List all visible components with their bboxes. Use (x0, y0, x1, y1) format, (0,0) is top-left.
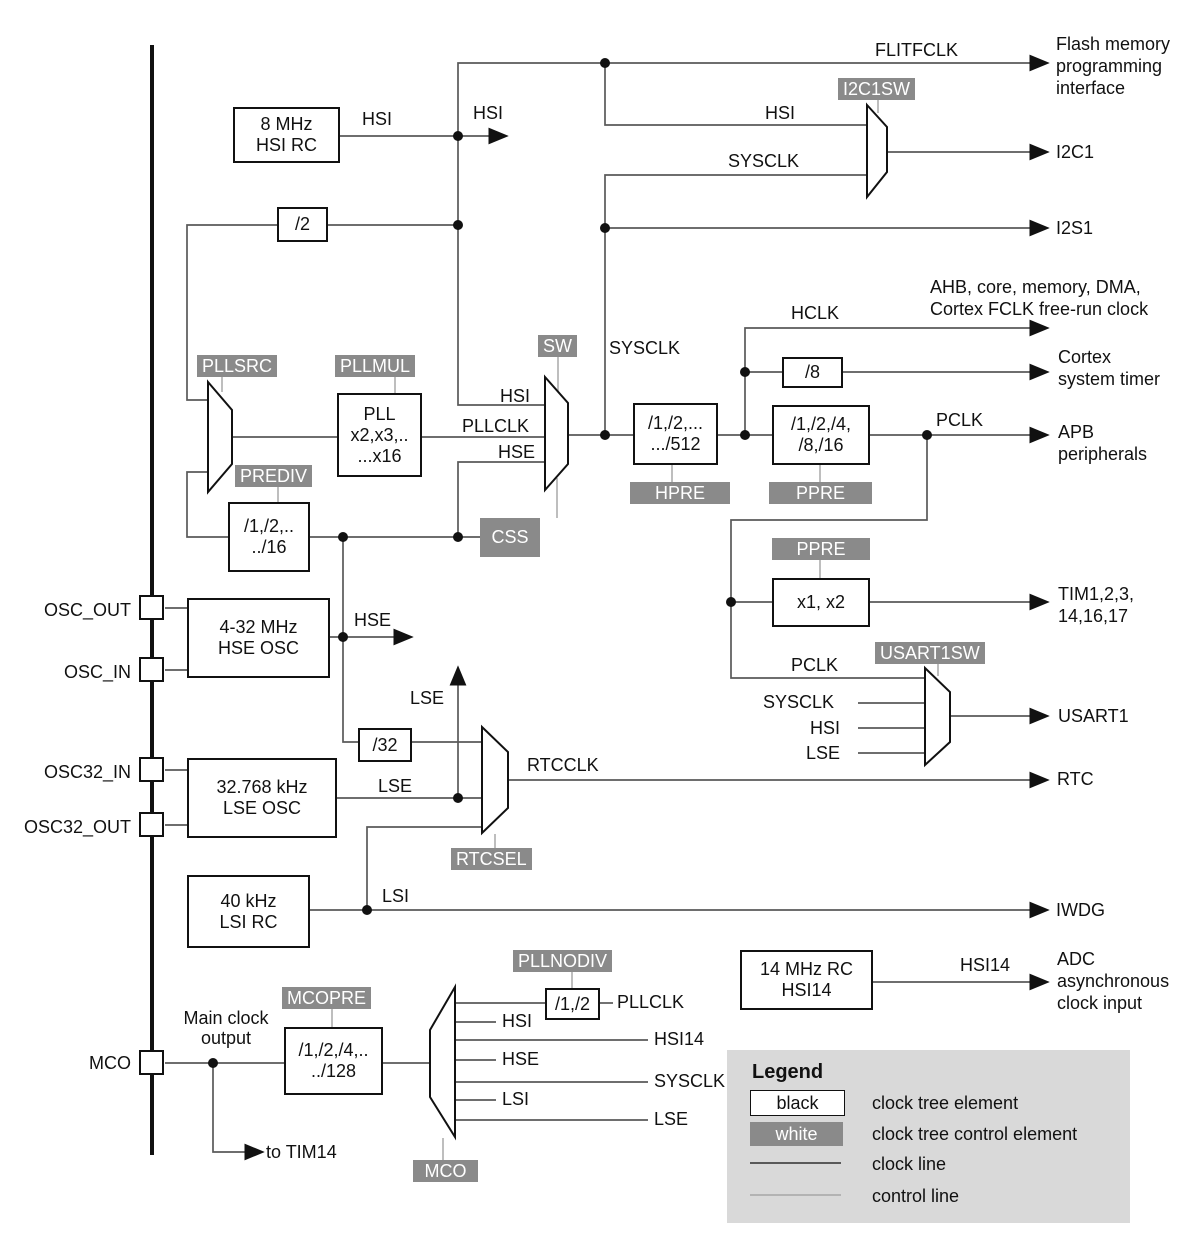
usart1sw-chip: USART1SW (875, 642, 985, 664)
flitfclk-label: FLITFCLK (875, 40, 959, 60)
cortex-line2: system timer (1058, 369, 1161, 389)
to-tim14-label: to TIM14 (266, 1142, 337, 1162)
legend-clock-line-sample (750, 1162, 841, 1164)
mco-pllclk-label: PLLCLK (617, 992, 685, 1012)
osc-out-pin-label: OSC_OUT (43, 600, 131, 620)
sw-mux (545, 377, 568, 490)
apb-line2: peripherals (1058, 444, 1148, 464)
lsi-rc-line1: 40 kHz (220, 890, 277, 911)
mco-hsi14-label: HSI14 (654, 1029, 705, 1049)
mco-pin-label: MCO (89, 1053, 131, 1073)
lse-up-label: LSE (410, 688, 445, 708)
mco-pin (139, 1050, 164, 1075)
mco-hse-label: HSE (502, 1049, 540, 1069)
mcopre-divider-box (284, 1027, 383, 1095)
rtcsel-mux (482, 727, 508, 833)
usart1sw-mux (925, 668, 950, 765)
ahb-label (930, 276, 1148, 320)
adc-line2: asynchronous (1057, 971, 1170, 991)
i2c1-label: I2C1 (1056, 142, 1095, 162)
hsi-rc-line2: HSI RC (255, 135, 317, 155)
cortex-line1: Cortex (1058, 347, 1112, 367)
adc-line3: clock input (1057, 993, 1143, 1013)
ahb-line2: Cortex FCLK free-run clock (930, 299, 1149, 319)
hsi-top-label: HSI (473, 103, 504, 123)
div32-box (358, 728, 412, 762)
div2-label: /2 (294, 214, 310, 234)
usart-hsi-label: HSI (810, 718, 841, 738)
lsi-label: LSI (382, 886, 410, 906)
hse-out-label: HSE (354, 610, 392, 630)
pclk-label: PCLK (936, 410, 984, 430)
css-chip: CSS (480, 518, 540, 557)
prediv-box (228, 502, 310, 572)
hsi-rc-box (233, 107, 340, 163)
sw-hse-label: HSE (498, 442, 536, 462)
prediv-line2: ../16 (251, 537, 287, 557)
osc-in-pin-label: OSC_IN (63, 662, 131, 682)
adc-label (1057, 948, 1169, 1014)
adc-line1: ADC (1057, 949, 1096, 969)
mco-sysclk-label: SYSCLK (654, 1071, 726, 1091)
sysclk-main-label: SYSCLK (609, 338, 681, 358)
sw-hsi-label: HSI (500, 386, 531, 406)
hse-osc-line2: HSE OSC (217, 638, 300, 658)
apb-peripherals-label (1058, 421, 1147, 465)
usart-sysclk-label: SYSCLK (763, 692, 835, 712)
pllnodiv-divider-box (545, 988, 600, 1020)
osc32-in-pin-label: OSC32_IN (43, 762, 131, 782)
lse-osc-box (187, 758, 337, 838)
ppre-top-chip: PPRE (769, 482, 872, 504)
mco-mux (430, 987, 455, 1137)
ppre-line1: /1,/2,/4, (790, 414, 852, 434)
ahb-line1: AHB, core, memory, DMA, (930, 277, 1141, 297)
hclk-label: HCLK (791, 303, 840, 323)
tim-multiplier-label: x1, x2 (796, 592, 846, 612)
hse-osc-line1: 4-32 MHz (219, 617, 298, 637)
pllnodiv-chip: PLLNODIV (513, 950, 612, 972)
osc32-in-pin (139, 757, 164, 782)
tim-line2: 14,16,17 (1058, 606, 1129, 626)
div2-box (277, 207, 328, 242)
legend (727, 1050, 1130, 1223)
div8-label: /8 (804, 362, 820, 382)
i2c1sw-chip: I2C1SW (838, 78, 915, 100)
pllnodiv-divider-label: /1,/2 (554, 993, 591, 1014)
sw-chip: SW (538, 335, 577, 357)
pllsrc-chip: PLLSRC (197, 355, 277, 377)
prediv-line1: /1,/2,.. (243, 516, 295, 536)
lsi-rc-line2: LSI RC (219, 911, 278, 932)
flash-line1: Flash memory (1056, 34, 1171, 54)
mco-chip: MCO (413, 1160, 478, 1182)
main-clock-output-line1: Main clock (183, 1008, 269, 1028)
usart-lse-label: LSE (806, 743, 841, 763)
pll-box (337, 393, 422, 477)
tim-label (1058, 583, 1134, 627)
pll-line3: ...x16 (357, 445, 402, 466)
lse-osc-line1: 32.768 kHz (216, 777, 308, 797)
osc32-out-pin (139, 812, 164, 837)
ppre-tim-chip: PPRE (772, 538, 870, 560)
hpre-line2: .../512 (650, 434, 701, 454)
hsi14-signal-label: HSI14 (960, 955, 1011, 975)
tim-multiplier-box (772, 578, 870, 627)
ppre-divider-box (772, 405, 870, 465)
mco-lse-label: LSE (654, 1109, 689, 1129)
hpre-chip: HPRE (630, 482, 730, 504)
main-clock-output-label (170, 1008, 282, 1048)
mcopre-line2: ../128 (310, 1061, 357, 1081)
tim-line1: TIM1,2,3, (1058, 584, 1135, 604)
ppre-line2: /8,/16 (798, 435, 844, 455)
hsi-rc-line1: 8 MHz (260, 114, 313, 134)
legend-white-sample: white (750, 1122, 843, 1146)
osc-in-pin (139, 657, 164, 682)
main-clock-output-line2: output (200, 1028, 252, 1048)
osc32-out-pin-label: OSC32_OUT (23, 817, 131, 837)
mco-hsi-label: HSI (502, 1011, 533, 1031)
hpre-divider-box (633, 403, 718, 465)
lse-osc-label: LSE (378, 776, 413, 796)
mcopre-line1: /1,/2,/4,.. (298, 1040, 369, 1060)
rtcsel-chip: RTCSEL (451, 848, 532, 870)
pll-line1: PLL (363, 403, 396, 424)
mcopre-chip: MCOPRE (282, 987, 371, 1009)
i2c1sw-hsi-label: HSI (765, 103, 796, 123)
hsi14-line2: HSI14 (781, 980, 832, 1000)
rtcclk-label: RTCCLK (527, 755, 599, 775)
hsi-out-label: HSI (362, 109, 393, 129)
cortex-timer-label (1058, 346, 1160, 390)
usart1-label: USART1 (1058, 706, 1129, 726)
i2c1sw-mux (867, 105, 887, 197)
flash-interface-label (1056, 33, 1170, 99)
legend-item-control-line: control line (872, 1186, 960, 1206)
flash-line2: programming (1056, 56, 1163, 76)
lse-osc-line2: LSE OSC (222, 798, 302, 818)
pll-line2: x2,x3,.. (350, 424, 409, 445)
legend-black-sample: black (750, 1090, 845, 1116)
osc-out-pin (139, 595, 164, 620)
div8-box (782, 357, 843, 388)
mco-lsi-label: LSI (502, 1089, 530, 1109)
div32-label: /32 (372, 734, 398, 755)
legend-control-line-sample (750, 1194, 841, 1196)
hsi14-line1: 14 MHz RC (759, 959, 853, 979)
pllsrc-mux (208, 382, 232, 492)
i2s1-label: I2S1 (1056, 218, 1094, 238)
prediv-chip: PREDIV (235, 465, 312, 487)
hsi14-rc-box (740, 950, 873, 1010)
pllmul-chip: PLLMUL (335, 355, 415, 377)
i2c1sw-sysclk-label: SYSCLK (728, 151, 800, 171)
sw-pllclk-label: PLLCLK (462, 416, 530, 436)
flash-line3: interface (1056, 78, 1126, 98)
rtc-label: RTC (1057, 769, 1094, 789)
legend-item-control-element: clock tree control element (872, 1124, 1078, 1144)
legend-title: Legend (752, 1061, 824, 1083)
hse-osc-box (187, 598, 330, 678)
hpre-line1: /1,/2,... (647, 413, 704, 433)
legend-item-clock-tree-element: clock tree element (872, 1093, 1019, 1113)
iwdg-label: IWDG (1056, 900, 1105, 920)
usart-pclk-label: PCLK (791, 655, 839, 675)
apb-line1: APB (1058, 422, 1095, 442)
lsi-rc-box (187, 875, 310, 948)
legend-item-clock-line: clock line (872, 1154, 947, 1174)
